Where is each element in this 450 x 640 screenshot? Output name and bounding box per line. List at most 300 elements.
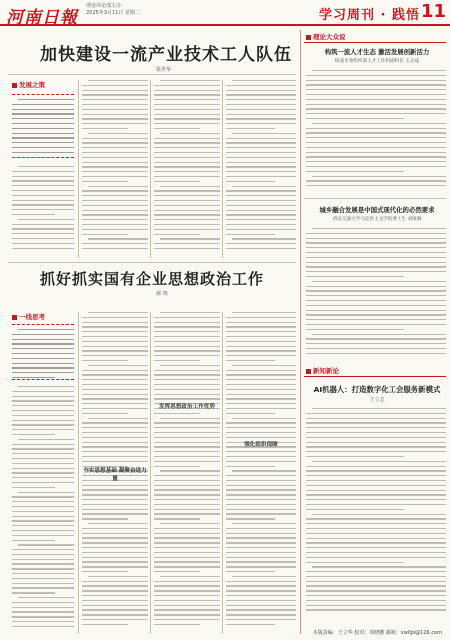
text-line xyxy=(154,557,220,558)
text-line xyxy=(306,128,446,129)
text-line xyxy=(154,171,220,172)
text-line xyxy=(12,621,74,622)
text-line xyxy=(154,138,220,139)
text-line xyxy=(226,190,296,191)
text-line xyxy=(82,427,148,428)
right-article2-title: 城乡融合发展是中国式现代化的必然要求 xyxy=(319,206,435,214)
right-article1-author: 杨凌市委组织部人才工作科副科长 王志成 xyxy=(334,59,420,64)
text-line xyxy=(12,429,74,430)
text-line xyxy=(12,559,74,560)
page-footer: 本版责编：王立华 校对：周晓鹏 邮箱：xwllpl@126.com xyxy=(312,630,442,636)
text-line xyxy=(82,200,148,201)
text-line xyxy=(82,605,148,606)
section-tag-yixian xyxy=(12,312,45,321)
masthead xyxy=(0,0,450,26)
text-line xyxy=(82,147,148,148)
text-line xyxy=(306,171,404,172)
article2-column-4 xyxy=(226,312,296,632)
divider xyxy=(8,74,296,75)
text-line xyxy=(312,70,446,71)
text-line xyxy=(82,624,128,625)
text-line xyxy=(226,234,275,235)
text-line xyxy=(226,394,296,395)
article1-lead xyxy=(12,94,74,158)
text-line xyxy=(226,229,296,230)
text-line xyxy=(226,557,296,558)
article2-author: 郝 翔 xyxy=(156,291,168,297)
text-line xyxy=(154,581,220,582)
text-line xyxy=(306,262,446,263)
text-line xyxy=(306,104,446,105)
text-line xyxy=(226,350,296,351)
text-line xyxy=(226,422,296,423)
text-line xyxy=(154,461,220,462)
text-line xyxy=(12,535,74,536)
text-line xyxy=(226,466,275,467)
text-line xyxy=(18,219,74,220)
text-line xyxy=(12,611,74,612)
text-line xyxy=(226,214,296,215)
text-line xyxy=(82,205,148,206)
text-line xyxy=(12,583,74,584)
text-line xyxy=(226,605,296,606)
text-line xyxy=(154,118,220,119)
text-line xyxy=(154,485,220,486)
text-line xyxy=(82,542,148,543)
text-line xyxy=(154,317,220,318)
text-line xyxy=(226,317,296,318)
text-line xyxy=(82,322,148,323)
text-line xyxy=(226,128,275,129)
text-line xyxy=(154,326,220,327)
text-line xyxy=(82,350,148,351)
text-line xyxy=(154,509,220,510)
text-line xyxy=(154,336,220,337)
right-article2-body xyxy=(306,228,446,360)
text-line xyxy=(82,374,148,375)
text-line xyxy=(18,492,74,493)
text-line xyxy=(226,109,296,110)
text-line xyxy=(226,403,296,404)
text-line xyxy=(18,99,74,100)
text-line xyxy=(12,367,74,368)
text-line xyxy=(82,99,148,100)
text-line xyxy=(154,379,220,380)
text-line xyxy=(12,525,74,526)
text-line xyxy=(306,314,446,315)
text-line xyxy=(12,410,74,411)
text-line xyxy=(12,472,74,473)
text-line xyxy=(154,442,220,443)
text-line xyxy=(12,128,74,129)
text-line xyxy=(226,398,296,399)
text-line xyxy=(82,384,148,385)
text-line xyxy=(82,552,148,553)
text-line xyxy=(306,94,446,95)
text-line xyxy=(154,394,220,395)
text-line xyxy=(12,142,74,143)
text-line xyxy=(154,104,220,105)
text-line xyxy=(12,391,74,392)
text-line xyxy=(12,224,74,225)
text-line xyxy=(306,590,446,591)
text-line xyxy=(82,557,148,558)
text-line xyxy=(154,605,220,606)
text-line xyxy=(154,494,220,495)
text-line xyxy=(82,317,148,318)
text-line xyxy=(154,355,220,356)
article2-subhead-2: 发挥思想政治工作优势 xyxy=(159,404,215,410)
text-line xyxy=(154,518,200,519)
text-line xyxy=(18,597,74,598)
text-line xyxy=(12,415,74,416)
divider xyxy=(304,42,446,43)
text-line xyxy=(12,137,74,138)
text-line xyxy=(154,384,220,385)
text-line xyxy=(232,186,296,187)
text-line xyxy=(226,566,296,567)
section-tag-lilun xyxy=(306,32,346,41)
text-line xyxy=(82,456,148,457)
text-line xyxy=(306,266,446,267)
text-line xyxy=(226,142,296,143)
text-line xyxy=(306,557,446,558)
right-column-divider xyxy=(300,30,301,634)
text-line xyxy=(306,427,446,428)
text-line xyxy=(306,84,446,85)
text-line xyxy=(154,413,200,414)
text-line xyxy=(12,180,74,181)
text-line xyxy=(160,133,220,134)
text-line xyxy=(306,518,446,519)
text-line xyxy=(154,360,200,361)
text-line xyxy=(226,542,296,543)
text-line xyxy=(306,290,446,291)
text-line xyxy=(82,326,148,327)
text-line xyxy=(160,312,220,313)
text-line xyxy=(12,453,74,454)
text-line xyxy=(226,200,296,201)
text-line xyxy=(154,346,220,347)
text-line xyxy=(82,90,148,91)
right-article3-title: AI机器人：打造数字化工会服务新模式 xyxy=(313,385,441,394)
text-line xyxy=(12,123,74,124)
text-line xyxy=(226,94,296,95)
text-line xyxy=(226,451,296,452)
text-line xyxy=(154,513,220,514)
text-line xyxy=(312,408,446,409)
text-line xyxy=(226,224,296,225)
text-line xyxy=(226,437,296,438)
text-line xyxy=(226,528,296,529)
text-line xyxy=(306,470,446,471)
text-line xyxy=(154,128,200,129)
text-line xyxy=(154,176,220,177)
text-line xyxy=(226,326,296,327)
text-line xyxy=(160,365,220,366)
text-line xyxy=(12,372,74,373)
text-line xyxy=(154,624,200,625)
text-line xyxy=(82,360,128,361)
text-line xyxy=(154,331,220,332)
section-tag-fazhan xyxy=(12,80,45,89)
text-line xyxy=(82,442,148,443)
text-line xyxy=(306,271,446,272)
text-line xyxy=(306,552,446,553)
text-line xyxy=(226,157,296,158)
text-line xyxy=(226,547,296,548)
text-line xyxy=(312,566,446,567)
text-line xyxy=(306,609,446,610)
text-line xyxy=(12,592,55,593)
text-line xyxy=(18,166,74,167)
text-line xyxy=(154,341,220,342)
text-line xyxy=(82,85,148,86)
text-line xyxy=(12,228,74,229)
text-line xyxy=(12,233,74,234)
text-line xyxy=(12,424,74,425)
text-line xyxy=(154,446,220,447)
text-line xyxy=(82,389,148,390)
text-line xyxy=(306,490,446,491)
text-line xyxy=(226,609,296,610)
text-line xyxy=(226,374,296,375)
text-line xyxy=(154,451,220,452)
text-line xyxy=(226,248,296,249)
text-line xyxy=(88,186,148,187)
article1-column-2 xyxy=(82,80,148,256)
text-line xyxy=(226,595,296,596)
text-line xyxy=(306,504,446,505)
text-line xyxy=(226,432,296,433)
article1-column-3 xyxy=(154,80,220,256)
text-line xyxy=(82,94,148,95)
text-line xyxy=(154,571,200,572)
text-line xyxy=(154,595,220,596)
text-line xyxy=(306,137,446,138)
text-line xyxy=(160,576,220,577)
divider xyxy=(8,262,296,263)
text-line xyxy=(232,470,296,471)
text-line xyxy=(82,243,148,244)
text-line xyxy=(226,413,275,414)
text-line xyxy=(154,475,220,476)
text-line xyxy=(312,514,446,515)
text-line xyxy=(82,595,148,596)
text-line xyxy=(12,626,74,627)
text-line xyxy=(226,162,296,163)
text-line xyxy=(306,418,446,419)
right-article3-author: 王立志 xyxy=(369,397,385,403)
text-line xyxy=(82,547,148,548)
text-line xyxy=(82,138,148,139)
text-line xyxy=(226,461,296,462)
text-line xyxy=(226,499,296,500)
text-line xyxy=(226,571,275,572)
text-line xyxy=(306,89,446,90)
article2-column-1 xyxy=(12,386,74,632)
text-line xyxy=(306,238,446,239)
text-line xyxy=(12,238,74,239)
text-line xyxy=(306,485,446,486)
text-line xyxy=(82,379,148,380)
text-line xyxy=(154,566,220,567)
text-line xyxy=(306,300,446,301)
text-line xyxy=(226,104,296,105)
article1-column-4 xyxy=(226,80,296,256)
text-line xyxy=(312,281,446,282)
text-line xyxy=(82,248,148,249)
text-line xyxy=(226,219,296,220)
text-line xyxy=(12,511,74,512)
text-line xyxy=(160,523,220,524)
text-line xyxy=(82,571,128,572)
article2-headline: 抓好抓实国有企业思想政治工作 xyxy=(40,270,265,288)
text-line xyxy=(226,176,296,177)
text-line xyxy=(312,228,446,229)
text-line xyxy=(12,396,74,397)
text-line xyxy=(82,504,148,505)
text-line xyxy=(82,394,148,395)
divider xyxy=(304,198,446,199)
text-line xyxy=(232,133,296,134)
text-line xyxy=(226,475,296,476)
text-line xyxy=(226,485,296,486)
text-line xyxy=(306,547,446,548)
text-line xyxy=(232,576,296,577)
text-line xyxy=(306,571,446,572)
article1-headline: 加快建设一流产业技术工人队伍 xyxy=(40,45,292,65)
text-line xyxy=(82,346,148,347)
text-line xyxy=(12,363,74,364)
text-line xyxy=(306,166,446,167)
text-line xyxy=(306,156,446,157)
text-line xyxy=(306,528,446,529)
text-line xyxy=(306,542,446,543)
text-line xyxy=(154,322,220,323)
text-line xyxy=(154,614,220,615)
text-line xyxy=(82,128,128,129)
text-line xyxy=(88,133,148,134)
text-line xyxy=(82,398,148,399)
text-line xyxy=(306,147,446,148)
text-line xyxy=(154,432,220,433)
text-line xyxy=(154,398,220,399)
text-line xyxy=(82,123,148,124)
text-line xyxy=(82,561,148,562)
text-line xyxy=(226,322,296,323)
square-icon xyxy=(306,369,311,374)
text-line xyxy=(88,365,148,366)
article1-column-1 xyxy=(12,166,74,256)
text-line xyxy=(12,578,74,579)
text-line xyxy=(154,547,220,548)
text-line xyxy=(12,214,55,215)
text-line xyxy=(154,499,220,500)
text-line xyxy=(12,248,74,249)
text-line xyxy=(306,118,404,119)
text-line xyxy=(12,607,74,608)
text-line xyxy=(306,413,446,414)
text-line xyxy=(12,339,74,340)
text-line xyxy=(226,389,296,390)
text-line xyxy=(226,243,296,244)
text-line xyxy=(88,238,148,239)
text-line xyxy=(82,518,128,519)
text-line xyxy=(154,123,220,124)
text-line xyxy=(12,554,74,555)
text-line xyxy=(154,219,220,220)
text-line xyxy=(12,468,74,469)
text-line xyxy=(226,384,296,385)
text-line xyxy=(18,386,74,387)
text-line xyxy=(12,157,55,158)
text-line xyxy=(12,358,74,359)
text-line xyxy=(312,176,446,177)
text-line xyxy=(226,336,296,337)
text-line xyxy=(226,379,296,380)
divider xyxy=(304,376,446,377)
text-line xyxy=(154,528,220,529)
text-line xyxy=(226,533,296,534)
text-line xyxy=(154,504,220,505)
text-line xyxy=(226,518,275,519)
text-line xyxy=(312,461,446,462)
publication-info xyxy=(86,3,140,16)
text-line xyxy=(12,400,74,401)
square-icon xyxy=(306,35,311,40)
text-line xyxy=(12,602,74,603)
text-line xyxy=(82,485,148,486)
text-line xyxy=(226,138,296,139)
text-line xyxy=(82,513,148,514)
text-line xyxy=(82,600,148,601)
text-line xyxy=(88,312,148,313)
text-line xyxy=(12,568,74,569)
text-line xyxy=(82,210,148,211)
text-line xyxy=(226,152,296,153)
text-line xyxy=(226,590,296,591)
text-line xyxy=(12,343,74,344)
text-line xyxy=(226,166,296,167)
publisher-label: 理论评论部主办 xyxy=(86,3,122,9)
text-line xyxy=(306,451,446,452)
text-line xyxy=(226,331,296,332)
text-line xyxy=(154,94,220,95)
text-line xyxy=(12,377,55,378)
page-number: 11 xyxy=(420,1,446,22)
text-line xyxy=(12,133,74,134)
text-line xyxy=(154,590,220,591)
text-line xyxy=(82,152,148,153)
text-line xyxy=(306,446,446,447)
text-line xyxy=(306,581,446,582)
article2-subhead-1: 夯实思想基础 凝聚奋进力量 xyxy=(83,468,147,482)
text-line xyxy=(306,456,404,457)
text-line xyxy=(306,533,446,534)
text-line xyxy=(306,161,446,162)
text-line xyxy=(306,576,446,577)
text-line xyxy=(306,142,446,143)
text-line xyxy=(88,80,148,81)
text-line xyxy=(306,242,446,243)
section-tag-label: 新知新论 xyxy=(313,367,339,375)
text-line xyxy=(12,501,74,502)
text-line xyxy=(226,619,296,620)
text-line xyxy=(226,181,275,182)
issue-date: 2025年3月11日 星期二 xyxy=(86,9,140,16)
text-line xyxy=(82,509,148,510)
